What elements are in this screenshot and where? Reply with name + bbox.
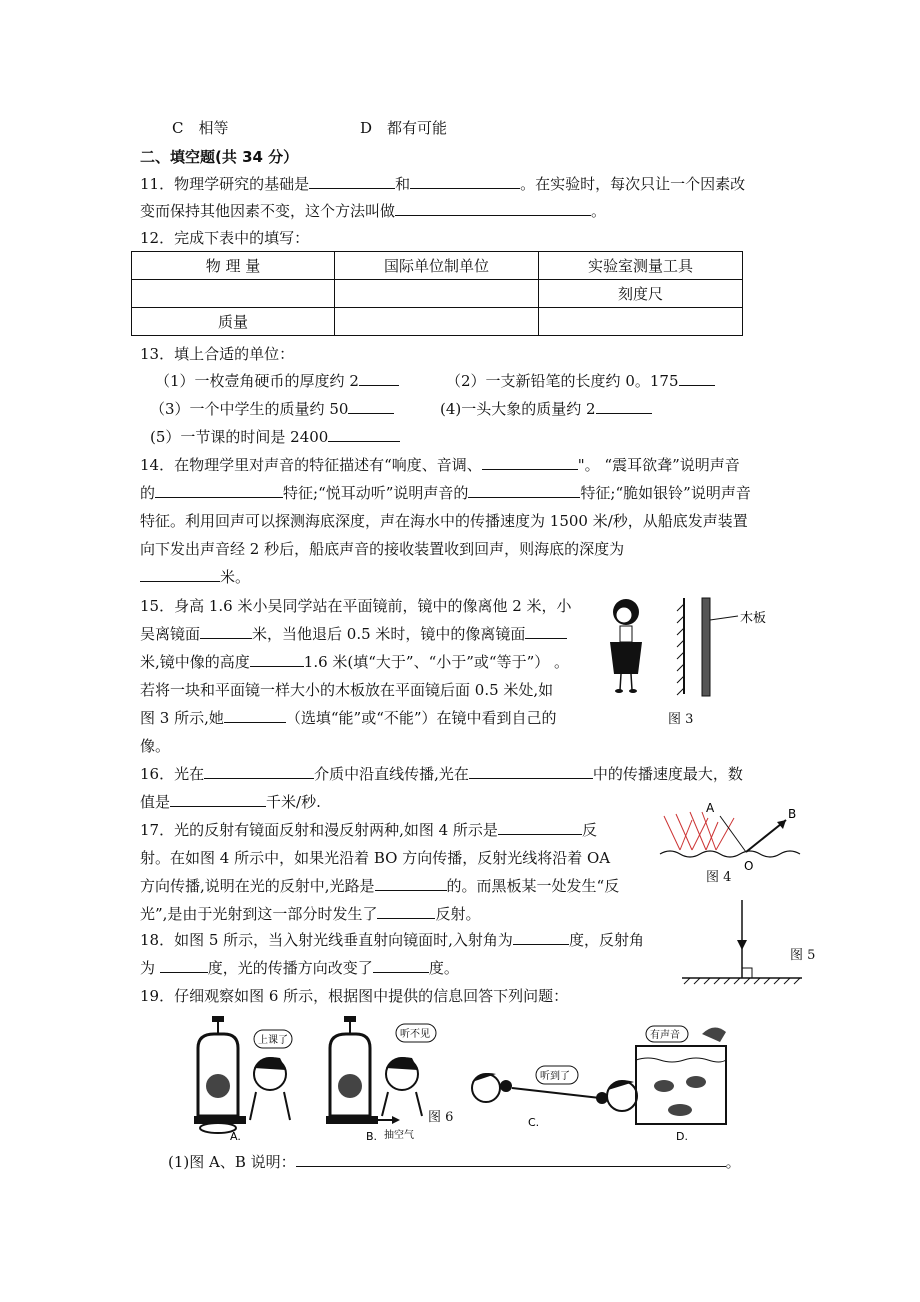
- question-13-stem: 13．填上合适的单位：: [140, 345, 295, 363]
- question-14-line-3: 特征。利用回声可以探测海底深度，声在海水中的传播速度为 1500 米/秒，从船底发声装置: [140, 512, 748, 530]
- question-14-line-1: 14．在物理学里对声音的特征描述有“响度、音调、 "。 “震耳欲聋”说明声音: [140, 456, 740, 474]
- figure-6-bubble-d: 有声音: [650, 1030, 680, 1041]
- figure-6-sound-experiments: [190, 1016, 750, 1144]
- section-title: 二、填空题(共 34 分）: [140, 148, 299, 166]
- question-11-line-1: 11．物理学研究的基础是 和 。在实验时，每次只让一个因素改: [140, 175, 746, 193]
- table-cell-blank[interactable]: [132, 280, 335, 308]
- figure-6-label-c: C.: [528, 1116, 540, 1129]
- figure-5-caption: 图 5: [790, 948, 816, 963]
- table-cell-blank[interactable]: [335, 280, 539, 308]
- figure-3-board-label: 木板: [740, 611, 767, 626]
- unit-table: [131, 251, 743, 336]
- figure-6-panel-a: [194, 1016, 292, 1143]
- question-11-line-2: 变而保持其他因素不变，这个方法叫做 。: [140, 202, 607, 220]
- question-14-line-4: 向下发出声音经 2 秒后，船底声音的接收装置收到回声，则海底的深度为: [140, 540, 625, 558]
- option-c: C 相等: [172, 119, 229, 137]
- figure-6-panel-c: [472, 1066, 637, 1129]
- question-17-line-2: 射。在如图 4 所示中，如果光沿着 BO 方向传播，反射光线将沿着 OA: [140, 849, 611, 867]
- table-row: [132, 280, 743, 308]
- figure-6-label-b: B.: [366, 1130, 378, 1143]
- figure-4-label-o: O: [744, 859, 754, 872]
- question-15-line-4: 若将一块和平面镜一样大小的木板放在平面镜后面 0.5 米处,如: [140, 681, 554, 699]
- figure-3-mirror: [598, 590, 798, 700]
- question-17-line-1: 17．光的反射有镜面反射和漫反射两种,如图 4 所示是 反: [140, 821, 597, 839]
- figure-4-label-b: B: [788, 807, 797, 821]
- figure-6-bubble-b: 听不见: [400, 1029, 430, 1040]
- figure-6-label-a: A.: [230, 1130, 241, 1143]
- question-12-stem: 12．完成下表中的填写：: [140, 229, 310, 247]
- question-17-line-4: 光”,是由于光射到这一部分时发生了 反射。: [140, 905, 481, 923]
- question-13-item-4: (4)一头大象的质量约 2: [440, 399, 652, 419]
- figure-4-caption: 图 4: [706, 870, 732, 885]
- table-header: 国际单位制单位: [335, 252, 539, 280]
- option-d: D 都有可能: [360, 119, 448, 137]
- question-13-item-2: （2）一支新铅笔的长度约 0。175: [446, 371, 715, 391]
- table-header: 物 理 量: [132, 252, 335, 280]
- table-cell-blank[interactable]: [335, 308, 539, 336]
- question-16-line-2: 值是 千米/秒.: [140, 793, 321, 811]
- figure-3-caption: 图 3: [668, 712, 694, 727]
- question-14-line-2: 的 特征;“悦耳动听”说明声音的 特征;“脆如银铃”说明声音: [140, 484, 751, 502]
- figure-6-bubble-c: 听到了: [540, 1071, 570, 1082]
- question-15-line-6: 像。: [140, 737, 171, 755]
- question-15-line-3: 米,镜中像的高度 1.6 米(填“大于”、“小于”或“等于”） 。: [140, 653, 570, 671]
- question-14-line-5: 米。: [140, 567, 250, 587]
- figure-5-perpendicular-ray: [680, 896, 806, 994]
- question-16-line-1: 16．光在 介质中沿直线传播,光在 中的传播速度最大，数: [140, 765, 743, 783]
- figure-6-panel-d: [636, 1026, 726, 1143]
- question-18-line-1: 18．如图 5 所示，当入射光线垂直射向镜面时,入射角为 度，反射角: [140, 931, 644, 949]
- figure-6-bubble-a: 上课了: [258, 1035, 288, 1046]
- question-18-line-2: 为 度，光的传播方向改变了 度。: [140, 959, 459, 977]
- question-13-item-1: （1）一枚壹角硬币的厚度约 2: [155, 371, 399, 391]
- table-cell-blank[interactable]: [539, 308, 743, 336]
- table-cell: 刻度尺: [539, 280, 743, 308]
- question-15-line-5: 图 3 所示,她 （选填“能”或“不能”）在镜中看到自己的: [140, 709, 557, 727]
- figure-4-reflection: [656, 798, 806, 872]
- table-row: [132, 308, 743, 336]
- question-15-line-1: 15．身高 1.6 米小吴同学站在平面镜前，镜中的像离他 2 米，小: [140, 597, 572, 615]
- question-15-line-2: 吴离镜面 米，当他退后 0.5 米时，镜中的像离镜面: [140, 624, 567, 644]
- question-13-item-3: （3）一个中学生的质量约 50: [150, 399, 394, 419]
- figure-6-pump-label: 抽空气: [384, 1130, 414, 1141]
- question-19-stem: 19．仔细观察如图 6 所示，根据图中提供的信息回答下列问题：: [140, 987, 569, 1005]
- table-header-row: [132, 252, 743, 280]
- figure-6-panel-b: [326, 1016, 436, 1143]
- table-header: 实验室测量工具: [539, 252, 743, 280]
- figure-6-caption: 图 6: [428, 1110, 454, 1125]
- question-17-line-3: 方向传播,说明在光的反射中,光路是 的。而黑板某一处发生“反: [140, 877, 620, 895]
- table-cell: 质量: [132, 308, 335, 336]
- question-13-item-5: (5）一节课的时间是 2400: [150, 427, 400, 447]
- figure-6-label-d: D.: [676, 1130, 688, 1143]
- figure-4-label-a: A: [706, 801, 715, 815]
- question-19-sub-1: (1)图 A、B 说明： 。: [168, 1153, 741, 1171]
